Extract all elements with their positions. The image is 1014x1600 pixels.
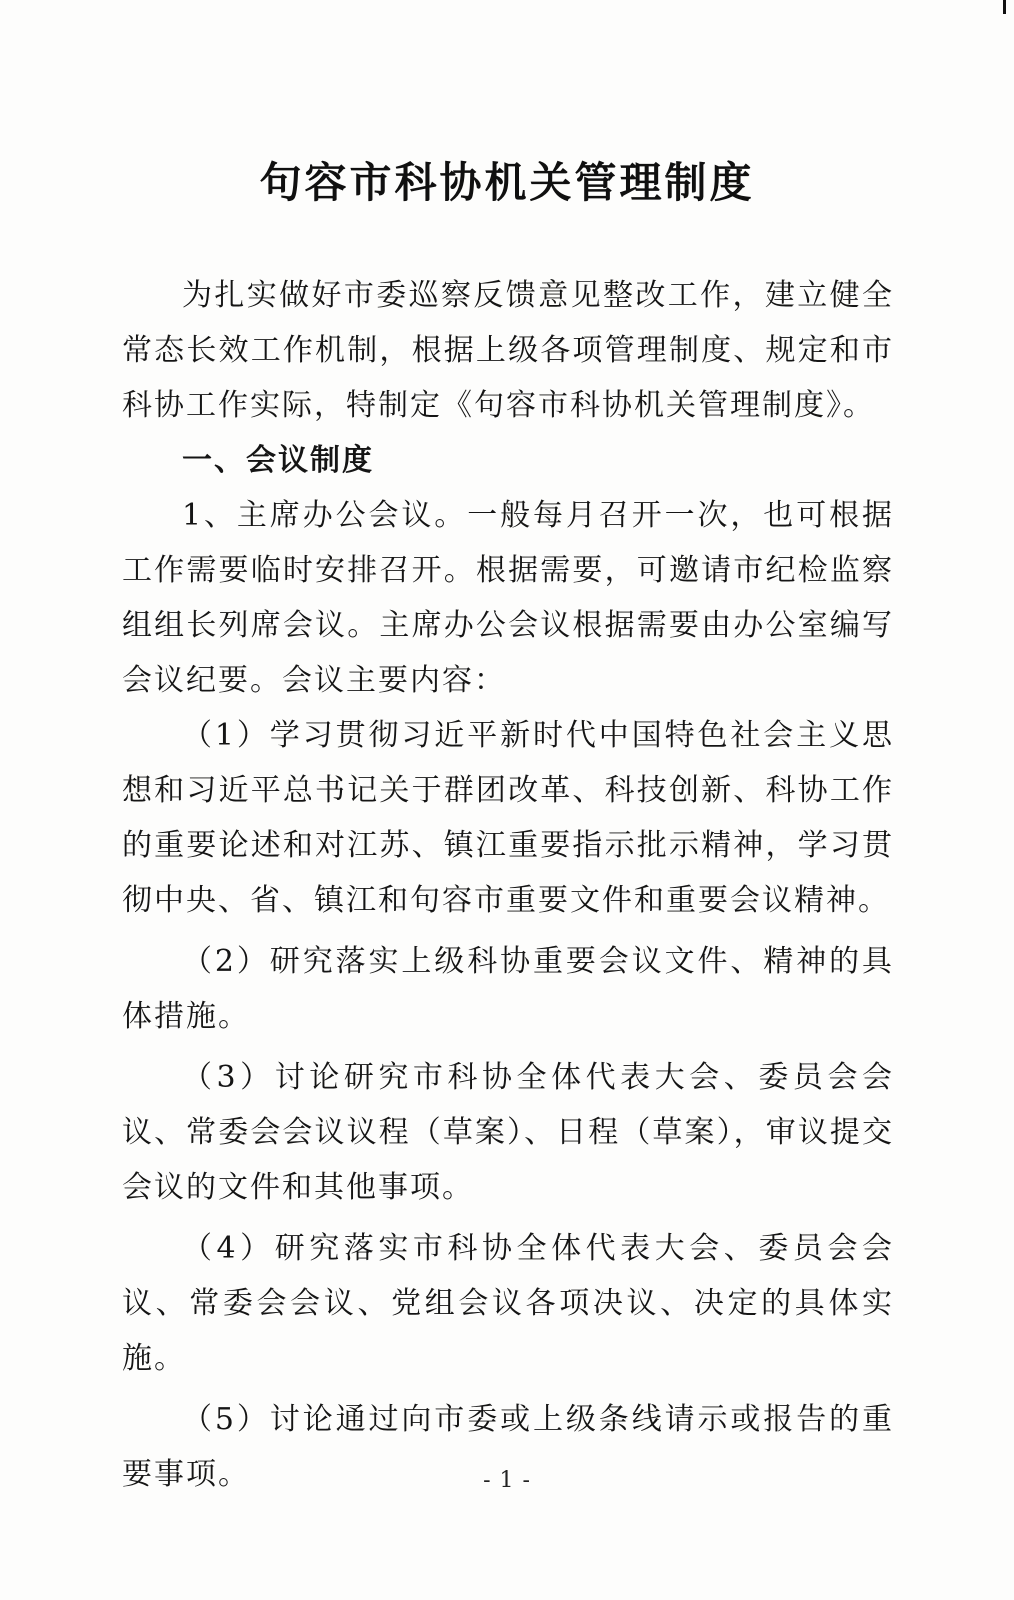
paragraph-item-5: （5）讨论通过向市委或上级条线请示或报告的重要事项。 — [122, 1402, 894, 1492]
document-body — [122, 268, 894, 1502]
paragraph-chair-meeting: 1、主席办公会议。一般每月召开一次，也可根据工作需要临时安排召开。根据需要，可邀请市纪检监察组组长列席会议。主席办公会议根据需要由办公室编写会议纪要。会议主要内容： — [122, 498, 894, 698]
page-number: - 1 - — [483, 1468, 531, 1493]
document-title: 句容市科协机关管理制度 — [259, 158, 755, 207]
paragraph-item-1: （1）学习贯彻习近平新时代中国特色社会主义思想和习近平总书记关于群团改革、科技创新、科协工作的重要论述和对江苏、镇江重要指示批示精神，学习贯彻中央、省、镇江和句容市重要文件和重要会议精神。 — [122, 718, 894, 918]
paragraph-item-3: （3）讨论研究市科协全体代表大会、委员会会议、常委会会议议程（草案）、日程（草案），审议提交会议的文件和其他事项。 — [122, 1060, 894, 1205]
paragraph-item-4: （4）研究落实市科协全体代表大会、委员会会议、常委会会议、党组会议各项决议、决定的具体实施。 — [122, 1231, 894, 1376]
paragraph-item-2: （2）研究落实上级科协重要会议文件、精神的具体措施。 — [122, 944, 894, 1034]
section-heading-meetings: 一、会议制度 — [182, 443, 374, 478]
intro-paragraph: 为扎实做好市委巡察反馈意见整改工作，建立健全常态长效工作机制，根据上级各项管理制度、规定和市科协工作实际，特制定《句容市科协机关管理制度》。 — [122, 278, 894, 423]
scan-mark — [1003, 0, 1006, 14]
